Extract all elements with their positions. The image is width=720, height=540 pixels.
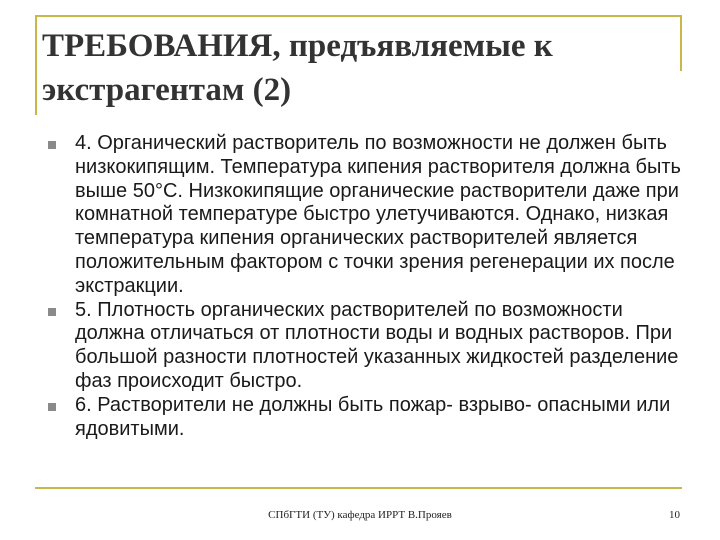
square-bullet-icon [48, 141, 56, 149]
slide-title [42, 24, 682, 112]
footer-text: СПбГТИ (ТУ) кафедра ИРРТ В.Прояев [268, 509, 452, 521]
frame-bottom-line [35, 487, 682, 489]
slide-title-bold: ТРЕБОВАНИЯ, [42, 28, 281, 64]
bullet-text: 5. Плотность органических растворителей по возможности должна отличаться от плотности воды и водных растворов. При большой разности плотностей указанных жидкостей разделение фаз происходит быстро. [75, 298, 679, 392]
slide-title-rest: предъявляемые к экстрагентам (2) [42, 28, 553, 108]
page-number: 10 [669, 509, 680, 521]
bullet-list [42, 132, 682, 441]
bullet-item [42, 132, 682, 299]
bullet-item [42, 299, 682, 394]
frame-left-line [35, 15, 37, 115]
frame-top-line [35, 15, 682, 17]
square-bullet-icon [48, 308, 56, 316]
square-bullet-icon [48, 403, 56, 411]
bullet-text: 4. Органический растворитель по возможности не должен быть низкокипящим. Температура кипения растворителя должна быть выше 50°С. Низкокипящие органические растворители даже при комнатной температуре быстро улетучиваются. Однако, низкая температура кипения органических растворителей является положительным фактором с точки зрения регенерации их после экстракции. [75, 132, 681, 297]
bullet-item [42, 394, 682, 442]
bullet-text: 6. Растворители не должны быть пожар- взрыво- опасными или ядовитыми. [75, 393, 671, 440]
